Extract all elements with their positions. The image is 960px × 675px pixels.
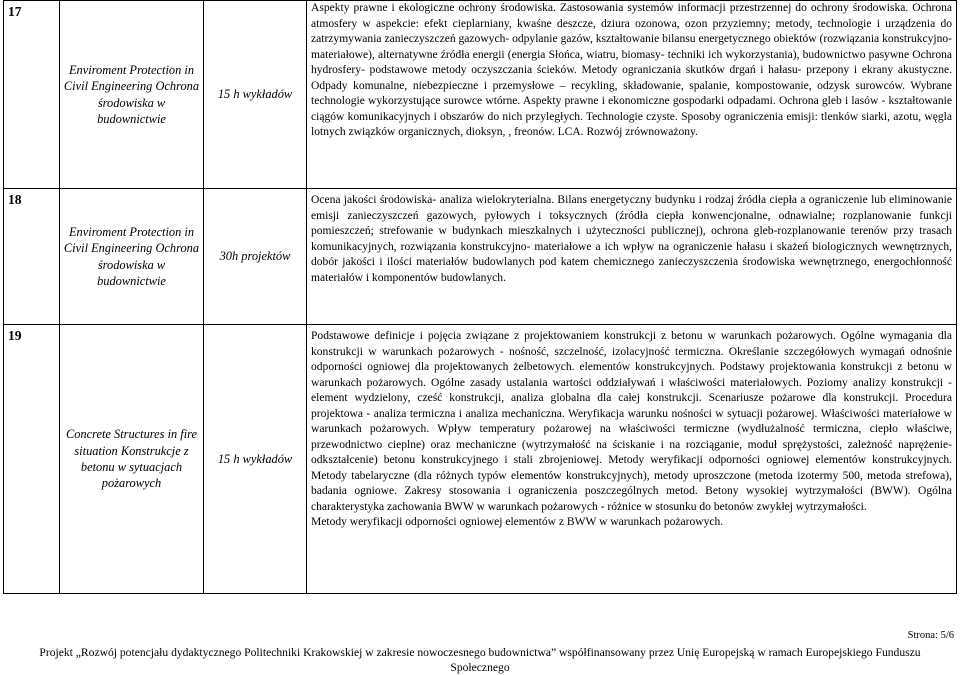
- course-title: Enviroment Protection in Civil Engineering Ochrona środowiska w budownictwie: [60, 189, 204, 325]
- table-row: [4, 189, 957, 325]
- description-paragraph: Podstawowe definicje i pojęcia związane z projektowaniem konstrukcji z betonu w warunkach pożarowych. Ogólne wymagania dla konstrukcji w warunkach pożarowych - nośność, szczelność, izolacyjność termiczna. Określanie szczegółowych wymagań odnośnie odporności ogniowej dla projektowanych żelbetowych. elementów konstrukcyjnych. Podstawy projektowania konstrukcji z betonu w warunkach pożarowych. Ogólne zasady ustalania wartości oddziaływań i właściwości materiałowych. Poziomy analizy konstrukcji - element wydzielony, cześć konstrukcji, analiza globalna dla całej konstrukcji. Scenariusze pożarowe dla konstrukcji. Procedura projektowa - analiza termiczna i analiza mechaniczna. Weryfikacja warunku nośności w sytuacji pożarowej. Właściwości materiałowe w warunkach pożarowych. Wpływ temperatury pożarowej na właściwości termiczne (wydłużalność termiczna, ciepło właściwe, przewodnictwo cieplne) oraz mechaniczne (wytrzymałość na ściskanie i na rozciąganie, moduł sprężystości, zależność naprężenie-odkształcenie) betonu konstrukcyjnego i stali zbrojeniowej. Metody weryfikacji odporności ogniowej elementów konstrukcyjnych. Metody tabelaryczne (dla różnych typów elementów konstrukcyjnych), metody uproszczone (metoda izotermy 500, metoda strefowa), badania ogniowe. Zakresy stosowania i ograniczenia poszczególnych metod. Betony wysokiej wytrzymałości (BWW). Ogólna charakterystyka zachowania BWW w warunkach pożarowych - różnice w stosunku do betonów zwykłej wytrzymałości.: [311, 330, 952, 513]
- syllabus-table: [3, 0, 957, 594]
- course-title: Concrete Structures in fire situation Konstrukcje z betonu w sytuacjach pożarowych: [60, 325, 204, 594]
- course-description: [307, 1, 957, 189]
- description-paragraph: Aspekty prawne i ekologiczne ochrony środowiska. Zastosowania systemów informacji przestrzennej do ochrony środowiska. Ochrona atmosfery w aspekcie: efekt cieplarniany, kwaśne deszcze, dziura ozonowa, ozon przyziemny; metody, technologie i urządzenia do zatrzymywania zanieczyszczeń gazowych- odpylanie gazów, kształtowanie bilansu energetycznego obiektów (rozwiązania konstrukcyjno-materiałowe), alternatywne źródła energii (energia Słońca, wiatru, biomasy- techniki ich wykorzystania), budownictwo pasywne Ochrona hydrosfery- podstawowe metody oczyszczania ścieków. Metody ograniczania skutków drgań i hałasu- przepony i ekrany akustyczne. Odpady komunalne, niebezpieczne i przemysłowe – recykling, składowanie, spalanie, kompostowanie, odzysk surowców. Wybrane technologie wykorzystujące surowce wtórne. Aspekty prawne i ekonomiczne gospodarki odpadami. Ochrona gleb i lasów - kształtowanie ciągów komunikacyjnych i obszarów do nich przyległych. Technologie czyste. Sposoby ograniczenia emisji: tlenków siarki, azotu, węgla lotnych związków organicznych, dioksyn, , freonów. LCA. Rozwój zrównoważony.: [311, 2, 952, 138]
- table-row: [4, 1, 957, 189]
- course-description: [307, 189, 957, 325]
- row-number: 17: [4, 1, 60, 189]
- page-number: Strona: 5/6: [907, 630, 954, 641]
- course-hours: 30h projektów: [204, 189, 307, 325]
- course-description: [307, 325, 957, 594]
- table-row: [4, 325, 957, 594]
- row-number: 18: [4, 189, 60, 325]
- course-hours: 15 h wykładów: [204, 1, 307, 189]
- project-footer: Projekt „Rozwój potencjału dydaktycznego Politechniki Krakowskiej w zakresie nowoczesnego budownictwa” współfinansowany przez Unię Europejską w ramach Europejskiego Funduszu Społecznego: [39, 646, 921, 674]
- row-number: 19: [4, 325, 60, 594]
- description-paragraph: Metody weryfikacji odporności ogniowej elementów z BWW w warunkach pożarowych.: [311, 516, 724, 528]
- description-paragraph: Ocena jakości środowiska- analiza wielokryterialna. Bilans energetyczny budynku i rodzaj źródła ciepła a ograniczenie lub eliminowanie emisji zanieczyszczeń gazowych, pyłowych i toksycznych (źródła ciepła konwencjonalne, odnawialne; rozplanowanie funkcji pomieszczeń; strefowanie w budynkach mieszkalnych i użyteczności publicznej), ochrona gleb-rozplanowanie terenów przy trasach komunikacyjnych, rozwiązania konstrukcyjno- materiałowe a ich wpływ na ograniczenie hałasu i skażeń biologicznych wewnętrznych, dobór jakości i ilości materiałów budowlanych pod katem chemicznego zanieczyszczenia środowiska wewnętrznego, energochłonność materiałów i komponentów budowlanych.: [311, 194, 952, 284]
- course-title: Enviroment Protection in Civil Engineering Ochrona środowiska w budownictwie: [60, 1, 204, 189]
- course-hours: 15 h wykładów: [204, 325, 307, 594]
